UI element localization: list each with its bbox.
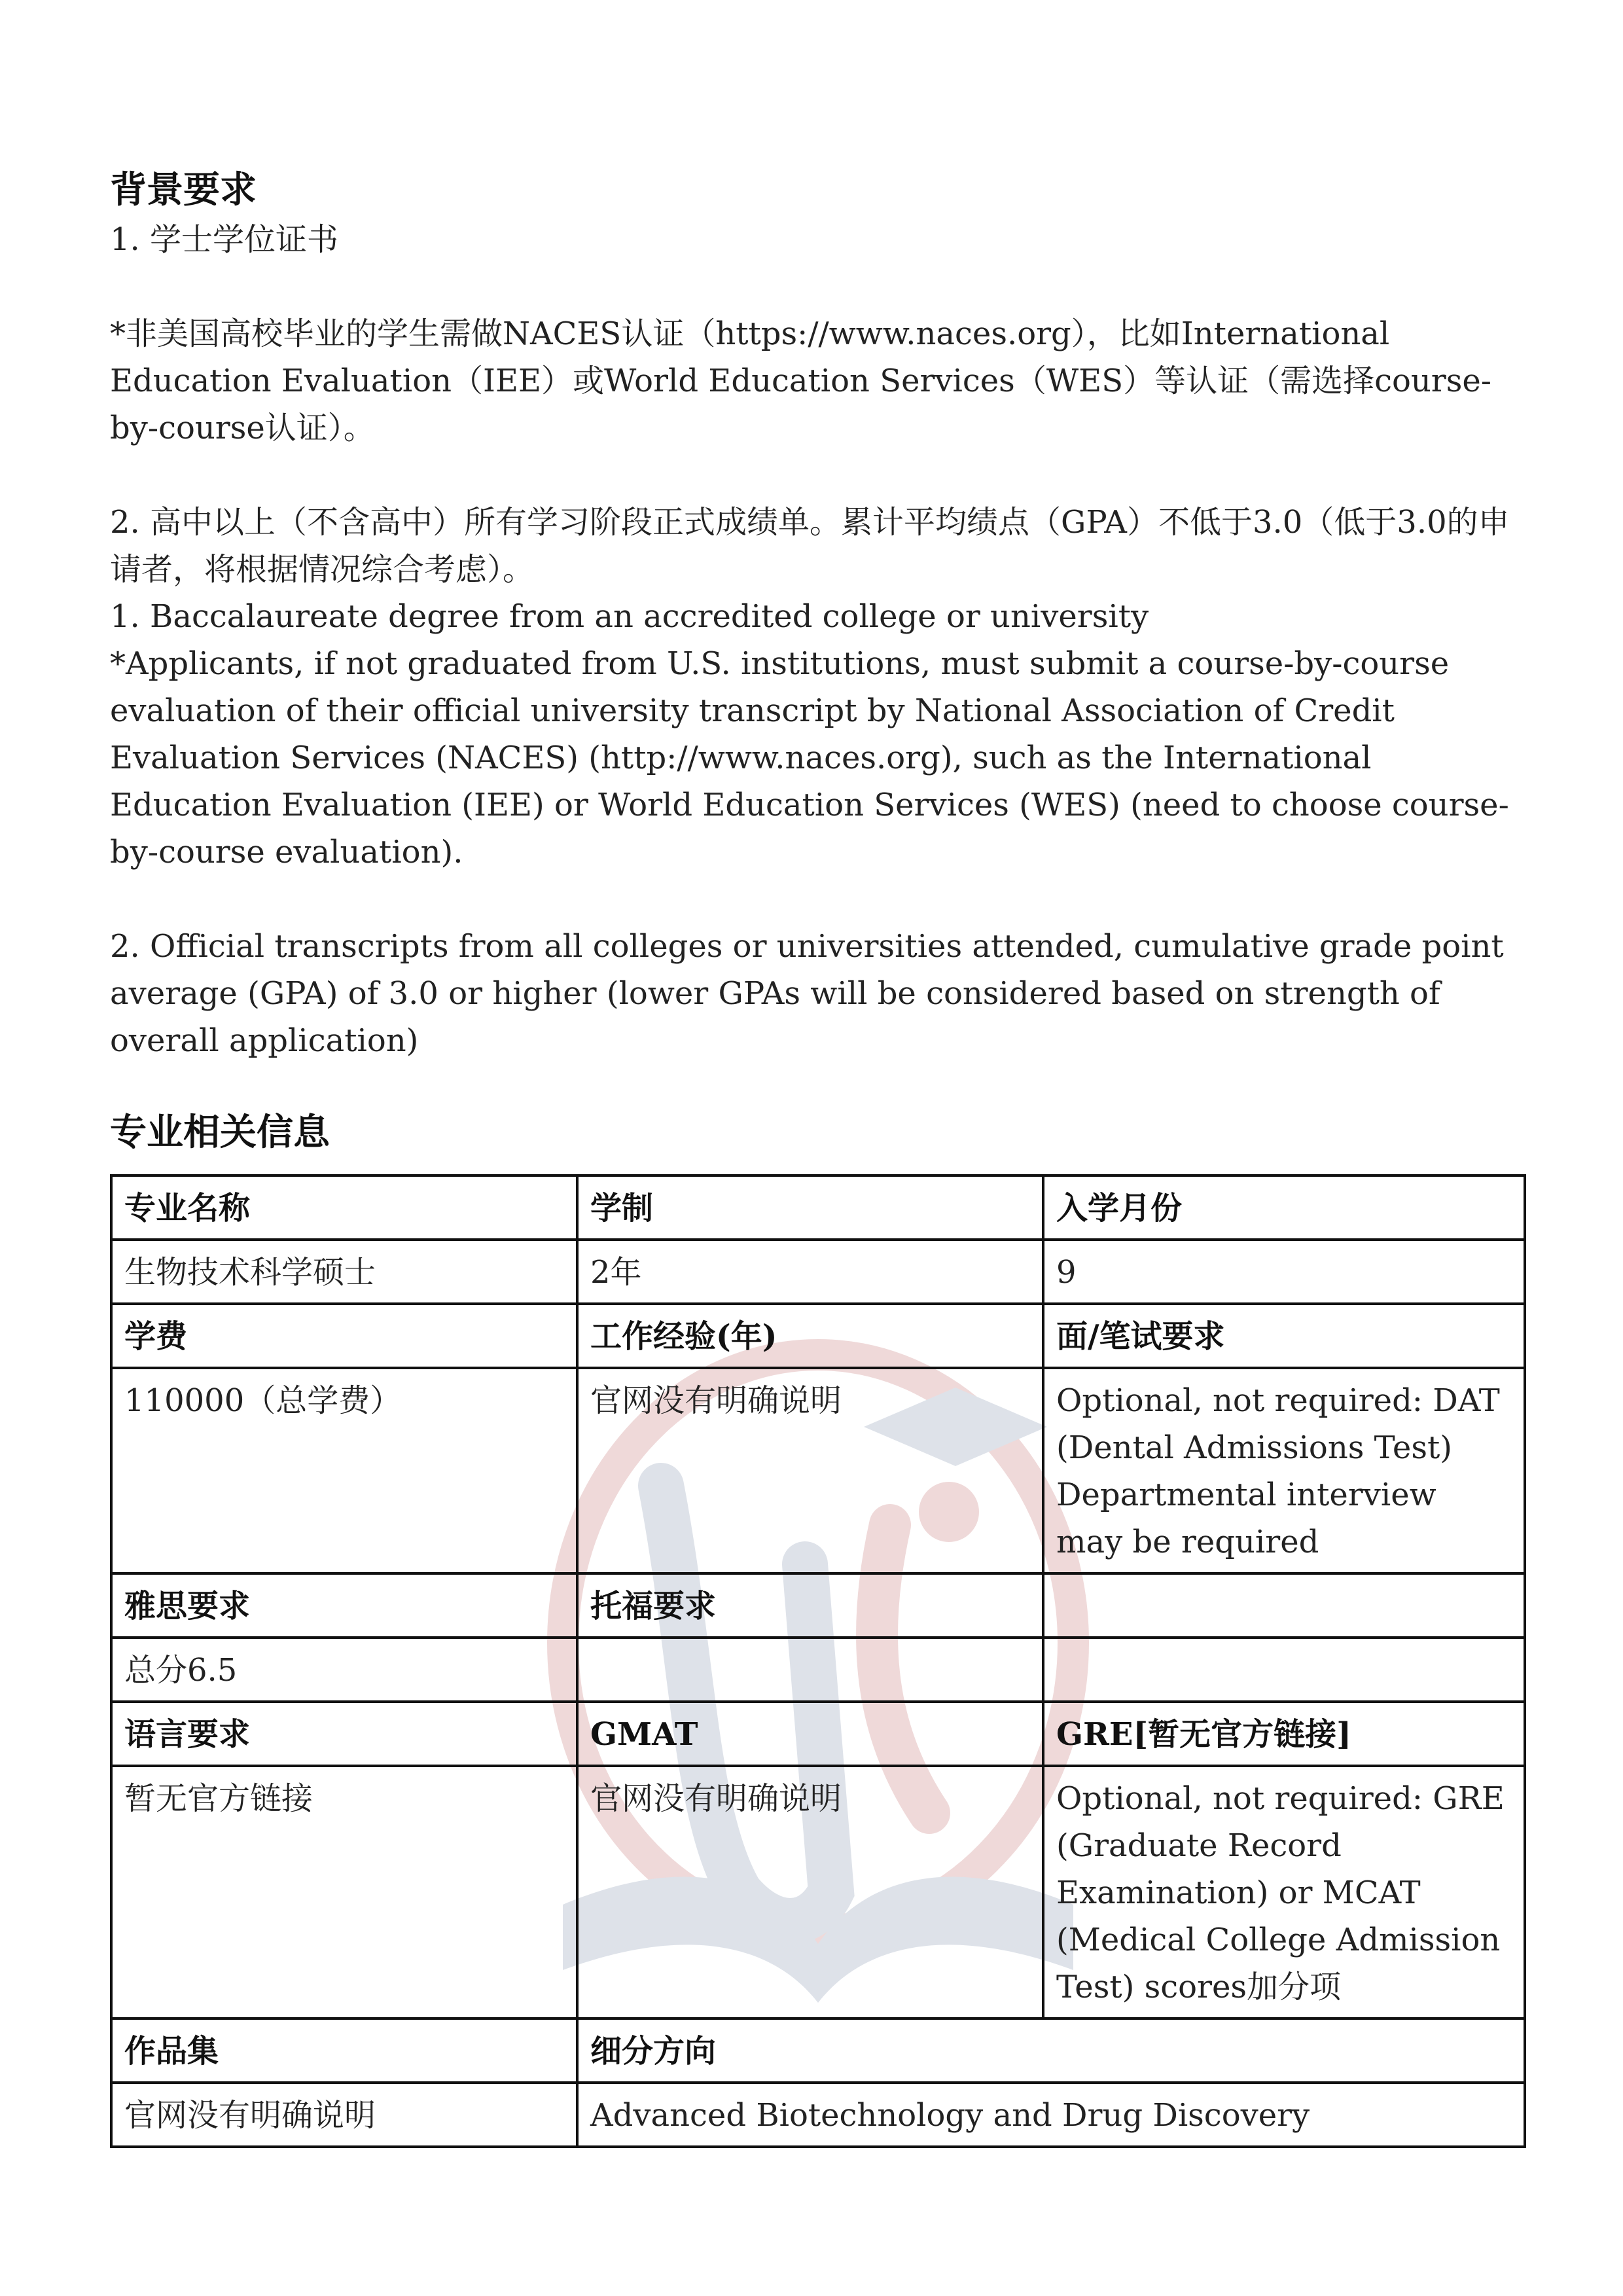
table-row-header	[111, 1702, 1525, 1766]
program-info-table	[110, 1174, 1526, 2148]
table-cell: 学制	[577, 1175, 1043, 1240]
table-cell: GRE[暂无官方链接]	[1043, 1702, 1525, 1766]
section-title-background: 背景要求	[110, 168, 257, 211]
background-line-4: 1. Baccalaureate degree from an accredited college or university	[110, 598, 1149, 635]
table-cell: 入学月份	[1043, 1175, 1525, 1240]
background-line-1: 1. 学士学位证书	[110, 221, 339, 258]
table-cell: 生物技术科学硕士	[111, 1240, 577, 1304]
table-cell: 9	[1043, 1240, 1525, 1304]
table-cell: 110000（总学费）	[111, 1368, 577, 1573]
background-line-5: *Applicants, if not graduated from U.S. institutions, must submit a course-by-course evaluation of their official university transcript by National Association of Credit Evaluation Services (NACES) (http://www.naces.org), such as the International Education Evaluation (IEE) or World Education Services (WES) (need to choose course-by-course evaluation).	[110, 645, 1509, 870]
table-cell: 专业名称	[111, 1175, 577, 1240]
table-row	[111, 2083, 1525, 2147]
table-cell: 面/笔试要求	[1043, 1304, 1525, 1368]
table-cell: Advanced Biotechnology and Drug Discovery	[577, 2083, 1525, 2147]
table-cell: 暂无官方链接	[111, 1766, 577, 2018]
table-cell: 语言要求	[111, 1702, 577, 1766]
document-body	[110, 164, 1524, 2148]
table-cell: Optional, not required: DAT (Dental Admissions Test) Departmental interview may be required	[1043, 1368, 1525, 1573]
table-cell: 官网没有明确说明	[577, 1766, 1043, 2018]
table-row-header	[111, 1304, 1525, 1368]
table-row	[111, 1240, 1525, 1304]
table-cell: 作品集	[111, 2018, 577, 2083]
table-cell: 托福要求	[577, 1573, 1043, 1638]
table-cell: 工作经验(年)	[577, 1304, 1043, 1368]
table-cell	[1043, 1638, 1525, 1702]
background-line-6: 2. Official transcripts from all colleges or universities attended, cumulative grade point average (GPA) of 3.0 or higher (lower GPAs will be considered based on strength of overall application)	[110, 928, 1504, 1059]
table-cell: Optional, not required: GRE (Graduate Record Examination) or MCAT (Medical College Admission Test) scores加分项	[1043, 1766, 1525, 2018]
table-cell	[577, 1638, 1043, 1702]
table-cell: 总分6.5	[111, 1638, 577, 1702]
table-row-header	[111, 1175, 1525, 1240]
table-cell: 雅思要求	[111, 1573, 577, 1638]
table-cell	[1043, 1573, 1525, 1638]
table-row	[111, 1368, 1525, 1573]
section-title-program: 专业相关信息	[110, 1111, 330, 1154]
table-cell: 细分方向	[577, 2018, 1525, 2083]
table-row	[111, 1638, 1525, 1702]
table-row	[111, 1766, 1525, 2018]
table-cell: GMAT	[577, 1702, 1043, 1766]
table-cell: 学费	[111, 1304, 577, 1368]
background-line-3: 2. 高中以上（不含高中）所有学习阶段正式成绩单。累计平均绩点（GPA）不低于3.0（低于3.0的申请者，将根据情况综合考虑）。	[110, 504, 1510, 588]
table-row-header	[111, 2018, 1525, 2083]
table-cell: 官网没有明确说明	[111, 2083, 577, 2147]
table-cell: 2年	[577, 1240, 1043, 1304]
table-cell: 官网没有明确说明	[577, 1368, 1043, 1573]
background-line-2: *非美国高校毕业的学生需做NACES认证（https://www.naces.org），比如International Education Evaluation（IEE）或World Education Services（WES）等认证（需选择course-by-course认证）。	[110, 315, 1491, 446]
table-row-header	[111, 1573, 1525, 1638]
